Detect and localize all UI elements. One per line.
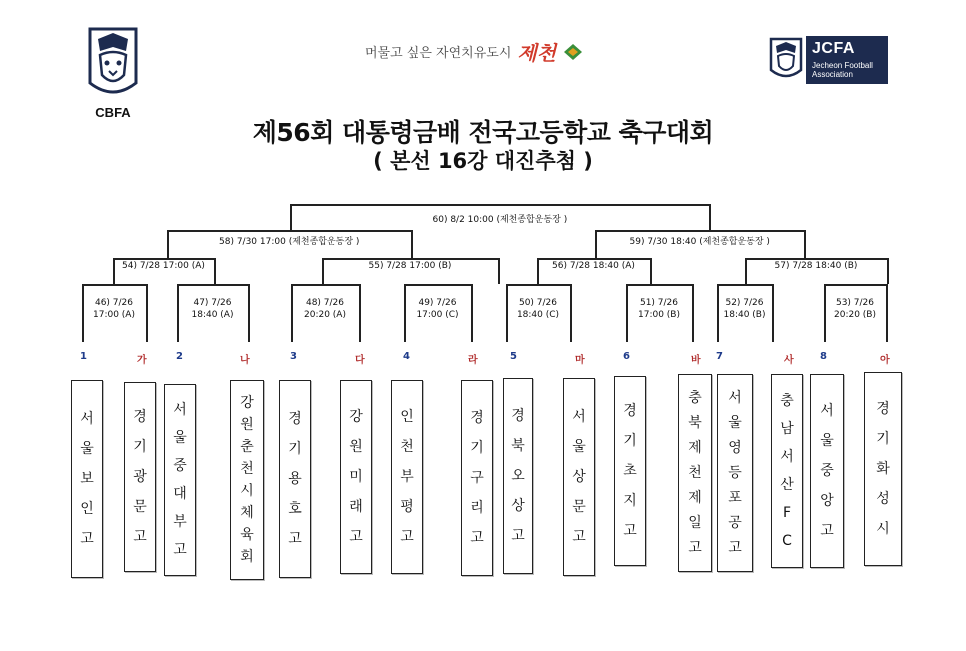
r16-match-label <box>711 297 779 321</box>
team-box: 강 원 춘 천 시 체 육 회 <box>230 380 264 580</box>
quarter-left-leg-3 <box>537 258 539 284</box>
r16-match-time: 20:20 (A) <box>304 310 346 320</box>
quarter-bar-2 <box>322 258 498 260</box>
r16-match-number: 52) 7/26 <box>725 298 764 308</box>
r16-right-leg-2 <box>248 284 250 342</box>
tiger-emblem-icon <box>82 25 144 103</box>
r16-bar-1 <box>82 284 146 286</box>
r16-match-time: 18:40 (B) <box>723 310 766 320</box>
r16-match-number: 47) 7/26 <box>193 298 232 308</box>
r16-bar-7 <box>717 284 772 286</box>
draw-slot-label: 5 <box>510 351 517 362</box>
tiger-shield-icon <box>768 36 804 84</box>
r16-match-label <box>821 297 889 321</box>
draw-slot-label: 2 <box>176 351 183 362</box>
r16-bar-5 <box>506 284 570 286</box>
r16-match-label <box>625 297 693 321</box>
team-box: 경 북 오 상 고 <box>503 378 533 574</box>
r16-bar-4 <box>404 284 471 286</box>
r16-match-number: 49) 7/26 <box>418 298 457 308</box>
quarter-bar-1 <box>113 258 214 260</box>
jcfa-badge <box>806 36 888 84</box>
r16-match-time: 17:00 (C) <box>416 310 459 320</box>
quarter-bar-4 <box>745 258 887 260</box>
quarter-match-label-3: 56) 7/28 18:40 (A) <box>552 261 635 271</box>
r16-match-number: 46) 7/26 <box>94 298 134 308</box>
slogan-text: 머물고 싶은 자연치유도시 <box>365 45 512 61</box>
cbfa-logo <box>82 25 144 125</box>
draw-slot-label: 가 <box>137 355 147 366</box>
quarter-left-leg-2 <box>322 258 324 284</box>
r16-match-label <box>80 297 148 321</box>
draw-slot-label: 8 <box>820 351 827 362</box>
team-box: 경 기 광 문 고 <box>124 382 156 572</box>
final-left-leg <box>290 204 292 230</box>
semi-bar-2 <box>595 230 804 232</box>
semi-left-leg-1 <box>167 230 169 258</box>
draw-slot-label: 바 <box>691 355 701 366</box>
team-box: 서 울 영 등 포 공 고 <box>717 374 753 572</box>
team-box: 서 울 상 문 고 <box>563 378 595 576</box>
team-box: 서 울 보 인 고 <box>71 380 103 578</box>
r16-match-label <box>404 297 472 321</box>
page-title: 제56회 대통령금배 전국고등학교 축구대회 <box>252 118 714 147</box>
final-match-label: 60) 8/2 10:00 (제천종합운동장 ) <box>431 212 570 225</box>
jcfa-subtitle: Jecheon Football Association <box>812 61 873 79</box>
quarter-right-leg-3 <box>650 258 652 284</box>
r16-match-label <box>291 297 359 321</box>
quarter-left-leg-4 <box>745 258 747 284</box>
r16-match-time: 17:00 (B) <box>638 310 680 320</box>
team-box: 경 기 구 리 고 <box>461 380 493 576</box>
draw-slot-label: 6 <box>623 351 630 362</box>
page-subtitle: ( 본선 16강 대진추첨 ) <box>373 149 593 173</box>
r16-match-number: 53) 7/26 <box>835 298 875 308</box>
r16-bar-8 <box>824 284 886 286</box>
quarter-right-leg-2 <box>498 258 500 284</box>
team-box: 서 울 중 앙 고 <box>810 374 844 568</box>
r16-match-number: 48) 7/26 <box>305 298 345 308</box>
draw-slot-label: 3 <box>290 351 297 362</box>
r16-match-time: 18:40 (A) <box>191 310 234 320</box>
semi-right-leg-2 <box>804 230 806 258</box>
r16-match-number: 50) 7/26 <box>518 298 558 308</box>
team-box: 충 북 제 천 제 일 고 <box>678 374 712 572</box>
r16-match-label <box>179 297 247 321</box>
draw-slot-label: 4 <box>403 351 410 362</box>
r16-bar-2 <box>177 284 248 286</box>
final-right-leg <box>709 204 711 230</box>
draw-slot-label: 7 <box>716 351 723 362</box>
slogan-city: 제천 <box>517 40 557 65</box>
r16-match-number: 51) 7/26 <box>639 298 679 308</box>
team-box: 경 기 용 호 고 <box>279 380 311 578</box>
r16-right-leg-3 <box>359 284 361 342</box>
team-box: 인 천 부 평 고 <box>391 380 423 574</box>
r16-match-time: 20:20 (B) <box>834 310 876 320</box>
draw-slot-label: 라 <box>468 355 478 366</box>
draw-slot-label: 나 <box>240 355 250 366</box>
draw-slot-label: 다 <box>355 355 365 366</box>
r16-bar-6 <box>626 284 692 286</box>
r16-match-time: 18:40 (C) <box>516 310 560 320</box>
quarter-match-label-2: 55) 7/28 17:00 (B) <box>368 261 452 271</box>
quarter-match-label-4: 57) 7/28 18:40 (B) <box>774 261 858 271</box>
team-box: 충 남 서 산 F C <box>771 374 803 568</box>
quarter-bar-3 <box>537 258 650 260</box>
team-box: 서 울 중 대 부 고 <box>164 384 196 576</box>
draw-slot-label: 1 <box>80 351 87 362</box>
semi-match-label-2: 59) 7/30 18:40 (제천종합운동장 ) <box>628 234 772 247</box>
semi-match-label-1: 58) 7/30 17:00 (제천종합운동장 ) <box>217 234 361 247</box>
city-mark-icon <box>562 40 584 62</box>
final-bar <box>290 204 709 206</box>
draw-slot-label: 마 <box>575 355 585 366</box>
jcfa-logo <box>768 36 890 86</box>
jcfa-title: JCFA <box>812 40 855 57</box>
r16-bar-3 <box>291 284 359 286</box>
quarter-right-leg-4 <box>887 258 889 284</box>
quarter-right-leg-1 <box>214 258 216 284</box>
r16-match-time: 17:00 (A) <box>93 310 135 320</box>
team-box: 경 기 화 성 시 <box>864 372 902 566</box>
draw-slot-label: 아 <box>880 355 890 366</box>
semi-left-leg-2 <box>595 230 597 258</box>
jecheon-slogan <box>365 36 584 66</box>
team-box: 강 원 미 래 고 <box>340 380 372 574</box>
draw-slot-label: 사 <box>784 355 794 366</box>
cbfa-label: CBFA <box>95 105 131 120</box>
team-box: 경 기 초 지 고 <box>614 376 646 566</box>
semi-right-leg-1 <box>411 230 413 258</box>
semi-bar-1 <box>167 230 411 232</box>
quarter-match-label-1: 54) 7/28 17:00 (A) <box>122 261 205 271</box>
quarter-left-leg-1 <box>113 258 115 284</box>
r16-match-label <box>504 297 572 321</box>
